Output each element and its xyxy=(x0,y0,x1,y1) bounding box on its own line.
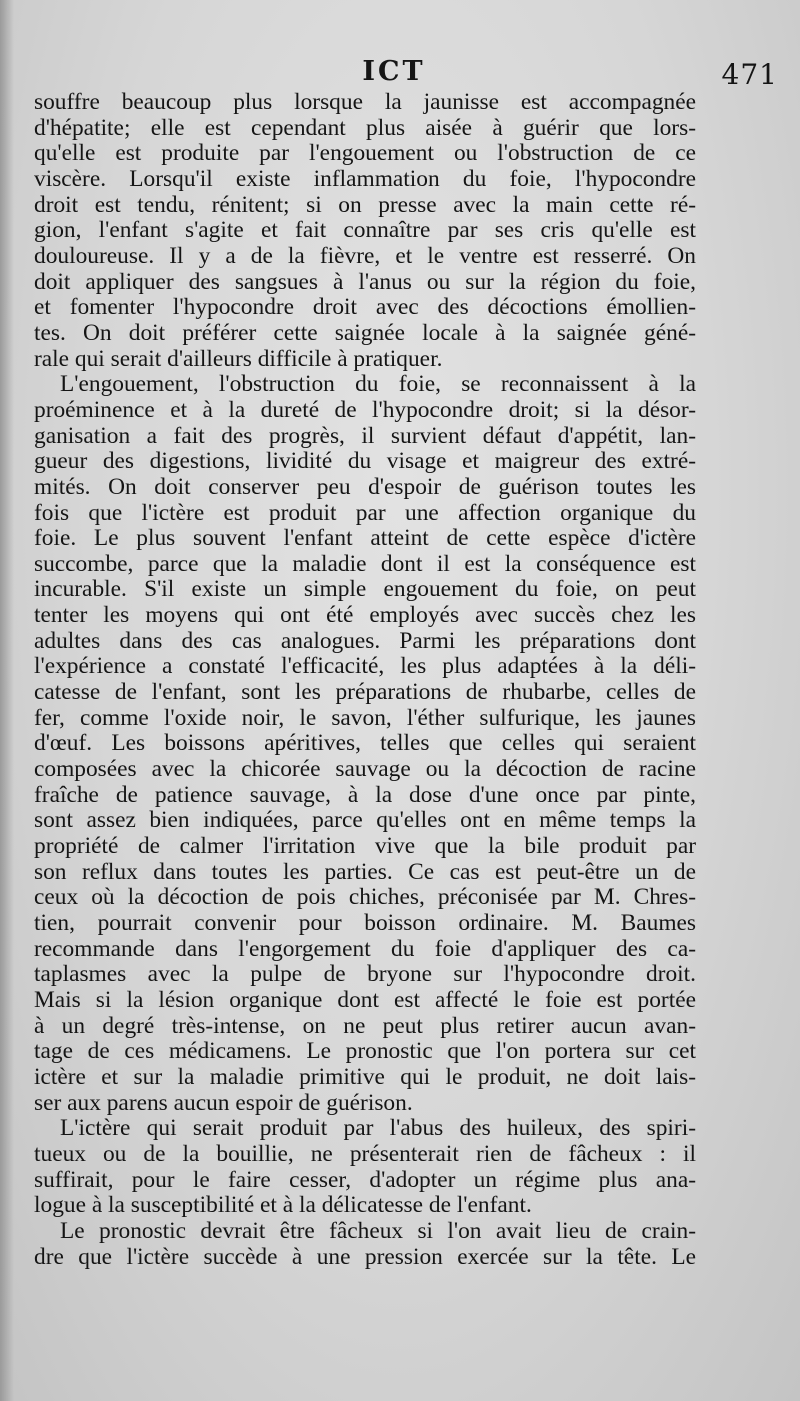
text-line: tueux ou de la bouillie, ne présenterait rien de fâcheux : il xyxy=(34,1140,696,1167)
text-line: qu'elle est produite par l'engouement ou l'obstruction de ce xyxy=(34,140,696,167)
text-line: gueur des digestions, lividité du visage et maigreur des extré- xyxy=(34,448,696,475)
text-line: gion, l'enfant s'agite et fait connaître par ses cris qu'elle est xyxy=(34,217,696,244)
text-line: d'œuf. Les boissons apéritives, telles que celles qui seraient xyxy=(34,730,696,757)
text-line: fer, comme l'oxide noir, le savon, l'éther sulfurique, les jaunes xyxy=(34,704,696,731)
text-line: logue à la susceptibilité et à la délicatesse de l'enfant. xyxy=(34,1192,532,1219)
text-line: proéminence et à la dureté de l'hypocondre droit; si la désor- xyxy=(34,396,696,423)
text-line: suffirait, pour le faire cesser, d'adopter un régime plus ana- xyxy=(34,1166,696,1193)
paragraph-3 xyxy=(34,1116,696,1219)
text-line: ganisation a fait des progrès, il survient défaut d'appétit, lan- xyxy=(34,422,696,449)
body-text xyxy=(34,90,696,1270)
text-line: taplasmes avec la pulpe de bryone sur l'hypocondre droit. xyxy=(34,961,696,988)
text-line: droit est tendu, rénitent; si on presse avec la main cette ré- xyxy=(34,191,696,218)
paragraph-4 xyxy=(34,1219,696,1270)
text-line: tes. On doit préférer cette saignée locale à la saignée géné- xyxy=(34,319,696,346)
text-line: ictère et sur la maladie primitive qui le produit, ne doit lais- xyxy=(34,1063,696,1090)
text-line: catesse de l'enfant, sont les préparations de rhubarbe, celles de xyxy=(34,679,696,706)
text-line: son reflux dans toutes les parties. Ce cas est peut-être un de xyxy=(34,858,696,885)
text-line: tage de ces médicamens. Le pronostic que l'on portera sur cet xyxy=(34,1038,696,1065)
paragraph-1 xyxy=(34,90,696,372)
text-line: succombe, parce que la maladie dont il est la conséquence est xyxy=(34,550,696,577)
text-line: adultes dans des cas analogues. Parmi les préparations dont xyxy=(34,627,696,654)
text-line: incurable. S'il existe un simple engouement du foie, on peut xyxy=(34,576,696,603)
text-line: tien, pourrait convenir pour boisson ordinaire. M. Baumes xyxy=(34,910,696,936)
text-line: à un degré très-intense, on ne peut plus retirer aucun avan- xyxy=(34,1012,696,1039)
text-line: rale qui serait d'ailleurs difficile à pratiquer. xyxy=(34,345,443,372)
text-line: et fomenter l'hypocondre droit avec des décoctions émollien- xyxy=(34,294,696,321)
text-line: souffre beaucoup plus lorsque la jaunisse est accompagnée xyxy=(34,89,696,115)
text-line: L'engouement, l'obstruction du foie, se reconnaissent à la xyxy=(60,371,696,398)
text-line: tenter les moyens qui ont été employés avec succès chez les xyxy=(34,602,696,629)
text-line: composées avec la chicorée sauvage ou la décoction de racine xyxy=(34,756,696,783)
text-line: fois que l'ictère est produit par une affection organique du xyxy=(34,499,696,526)
text-line: recommande dans l'engorgement du foie d'appliquer des ca- xyxy=(34,935,696,962)
text-line: propriété de calmer l'irritation vive que la bile produit par xyxy=(34,833,696,860)
text-line: foie. Le plus souvent l'enfant atteint de cette espèce d'ictère xyxy=(34,525,696,552)
text-line: L'ictère qui serait produit par l'abus des huileux, des spiri- xyxy=(60,1115,696,1142)
text-line: ceux où la décoction de pois chiches, préconisée par M. Chres- xyxy=(34,884,696,911)
text-line: fraîche de patience sauvage, à la dose d'une once par pinte, xyxy=(34,781,696,808)
text-line: sont assez bien indiquées, parce qu'elles ont en même temps la xyxy=(34,807,696,834)
text-line: viscère. Lorsqu'il existe inflammation du foie, l'hypocondre xyxy=(34,165,696,192)
running-head: ICT xyxy=(362,56,426,87)
text-line: Le pronostic devrait être fâcheux si l'on avait lieu de crain- xyxy=(60,1217,696,1244)
paragraph-2 xyxy=(34,372,696,1116)
text-line: d'hépatite; elle est cependant plus aisée à guérir que lors- xyxy=(34,114,696,141)
text-line: Mais si la lésion organique dont est affecté le foie est portée xyxy=(34,986,696,1013)
gutter-shadow xyxy=(0,0,14,1401)
text-line: douloureuse. Il y a de la fièvre, et le ventre est resserré. On xyxy=(34,242,696,269)
text-line: mités. On doit conserver peu d'espoir de guérison toutes les xyxy=(34,473,696,500)
text-line: l'expérience a constaté l'efficacité, les plus adaptées à la déli- xyxy=(34,653,696,680)
text-line: dre que l'ictère succède à une pression exercée sur la tête. Le xyxy=(34,1243,696,1270)
text-line: ser aux parens aucun espoir de guérison. xyxy=(34,1089,413,1116)
page-number: 471 xyxy=(721,58,778,91)
text-line: doit appliquer des sangsues à l'anus ou sur la région du foie, xyxy=(34,268,696,295)
